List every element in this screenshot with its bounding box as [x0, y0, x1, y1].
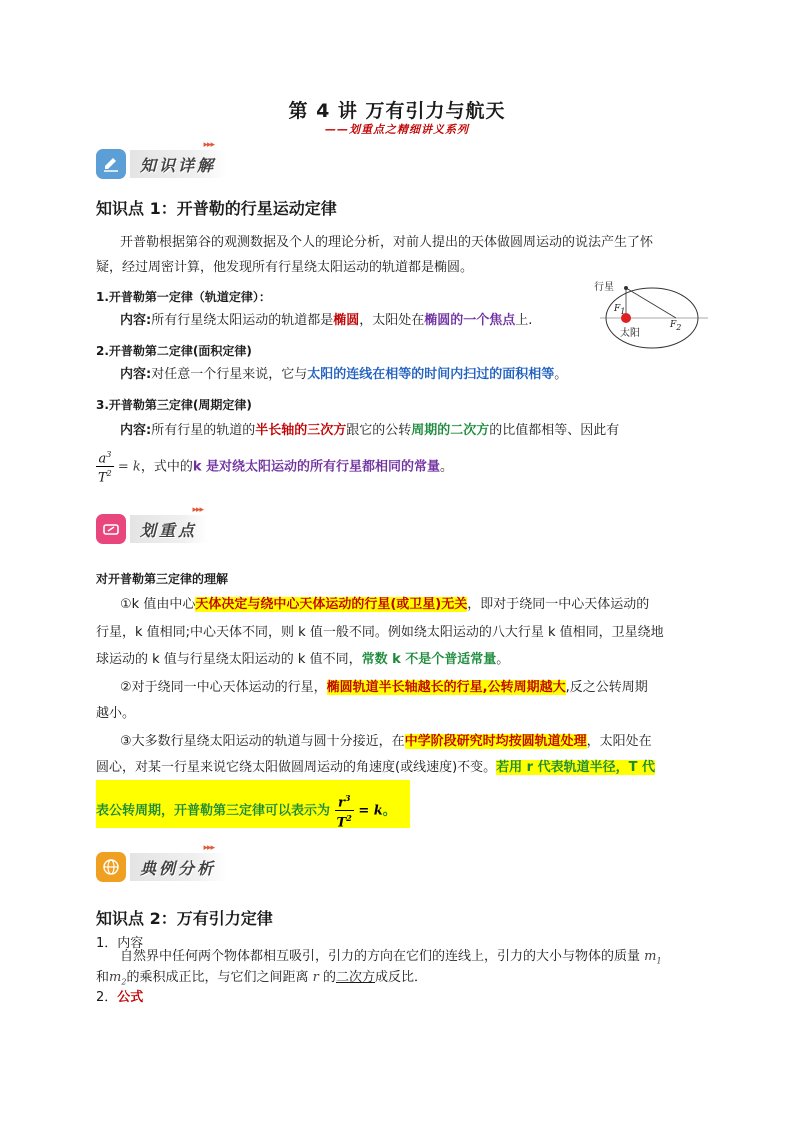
- banner-examples: [96, 843, 226, 884]
- focus-f1-label: $F_1$: [614, 304, 626, 316]
- pencil-icon: [96, 149, 126, 179]
- law1-content: 内容:所有行星绕太阳运动的轨道都是椭圆，太阳处在椭圆的一个焦点上.: [120, 313, 533, 328]
- focus-p3-line1: ③大多数行星绕太阳运动的轨道与圆十分接近，在中学阶段研究时均按圆轨道处理，太阳处在: [120, 734, 652, 749]
- section2-text-line2: 和$m_2$的乘积成正比，与它们之间距离 r 的二次方成反比．: [96, 970, 427, 987]
- globe-icon: [96, 852, 126, 882]
- section1-heading: 知识点 1：开普勒的行星运动定律: [96, 199, 337, 218]
- law2-content: 内容:对任意一个行星来说，它与太阳的连线在相等的时间内扫过的面积相等。: [120, 367, 568, 382]
- page-subtitle: ——划重点之精细讲义系列: [325, 123, 469, 136]
- section2-heading: 知识点 2：万有引力定律: [96, 909, 273, 928]
- section2-item1: 1．内容: [96, 936, 144, 951]
- focus-title: 对开普勒第三定律的理解: [96, 572, 229, 586]
- law3-formula-line: $\frac{a^3}{T^2}$ = k，式中的k 是对绕太阳运动的所有行星都相同的常量。: [98, 450, 454, 486]
- focus-p1-line1: ①k 值由中心天体决定与绕中心天体运动的行星(或卫星)无关，即对于绕同一中心天体运动的: [120, 597, 650, 612]
- banner-examples-label: 典例分析 ▸▸▸: [130, 853, 226, 881]
- sun-label: 太阳: [620, 328, 640, 339]
- focus-f2-label: $F_2$: [670, 320, 682, 332]
- law3-content: 内容:所有行星的轨道的半长轴的三次方跟它的公转周期的二次方的比值都相等、因此有: [120, 423, 620, 438]
- law3-title: 3.开普勒第三定律(周期定律): [96, 398, 252, 412]
- page-title: 第 4 讲 万有引力与航天: [288, 100, 506, 122]
- section2-text-line1: 自然界中任何两个物体都相互吸引，引力的方向在它们的连线上，引力的大小与物体的质量 $m_1$: [120, 949, 662, 966]
- focus-p3-line3: 表公转周期，开普勒第三定律可以表示为 $\frac{r^3}{T^2}$ = k。: [96, 793, 396, 831]
- section2-item2: 2．公式: [96, 990, 144, 1005]
- banner-knowledge-label: 知识详解 ▸▸▸: [130, 150, 226, 178]
- focus-p1-line2: 行星，k 值相同;中心天体不同，则 k 值一般不同。例如绕太阳运动的八大行星 k 值相同，卫星绕地: [96, 625, 664, 640]
- focus-p2-line2: 越小。: [96, 706, 136, 721]
- planet-label: 行星: [594, 282, 614, 293]
- focus-p2-line1: ②对于绕同一中心天体运动的行星，椭圆轨道半长轴越长的行星,公转周期越大,反之公转周期: [120, 680, 648, 695]
- focus-p3-line2: 圆心，对某一行星来说它绕太阳做圆周运动的角速度(或线速度)不变。若用 r 代表轨道半径，T 代: [96, 760, 656, 775]
- law1-title: 1.开普勒第一定律（轨道定律）：: [96, 290, 271, 304]
- circular-orbit-formula: $\frac{r^3}{T^2}$: [336, 793, 352, 831]
- law2-title: 2.开普勒第二定律(面积定律): [96, 344, 252, 358]
- highlighter-icon: [96, 514, 126, 544]
- banner-knowledge: [96, 140, 226, 181]
- intro-line1: 开普勒根据第谷的观测数据及个人的理论分析，对前人提出的天体做圆周运动的说法产生了怀: [120, 235, 654, 250]
- ellipse-orbit-diagram: [590, 276, 710, 356]
- arrow-dots-icon: ▸▸▸: [203, 843, 215, 853]
- banner-focus: [96, 505, 207, 546]
- banner-focus-label: 划重点 ▸▸▸: [130, 515, 207, 543]
- arrow-dots-icon: ▸▸▸: [192, 505, 204, 515]
- focus-p1-line3: 球运动的 k 值与行星绕太阳运动的 k 值不同，常数 k 不是个普适常量。: [96, 652, 510, 667]
- kepler-formula-fraction: $\frac{a^3}{T^2}$: [98, 450, 112, 486]
- arrow-dots-icon: ▸▸▸: [203, 140, 215, 150]
- intro-line2: 疑，经过周密计算，他发现所有行星绕太阳运动的轨道都是椭圆。: [96, 260, 474, 275]
